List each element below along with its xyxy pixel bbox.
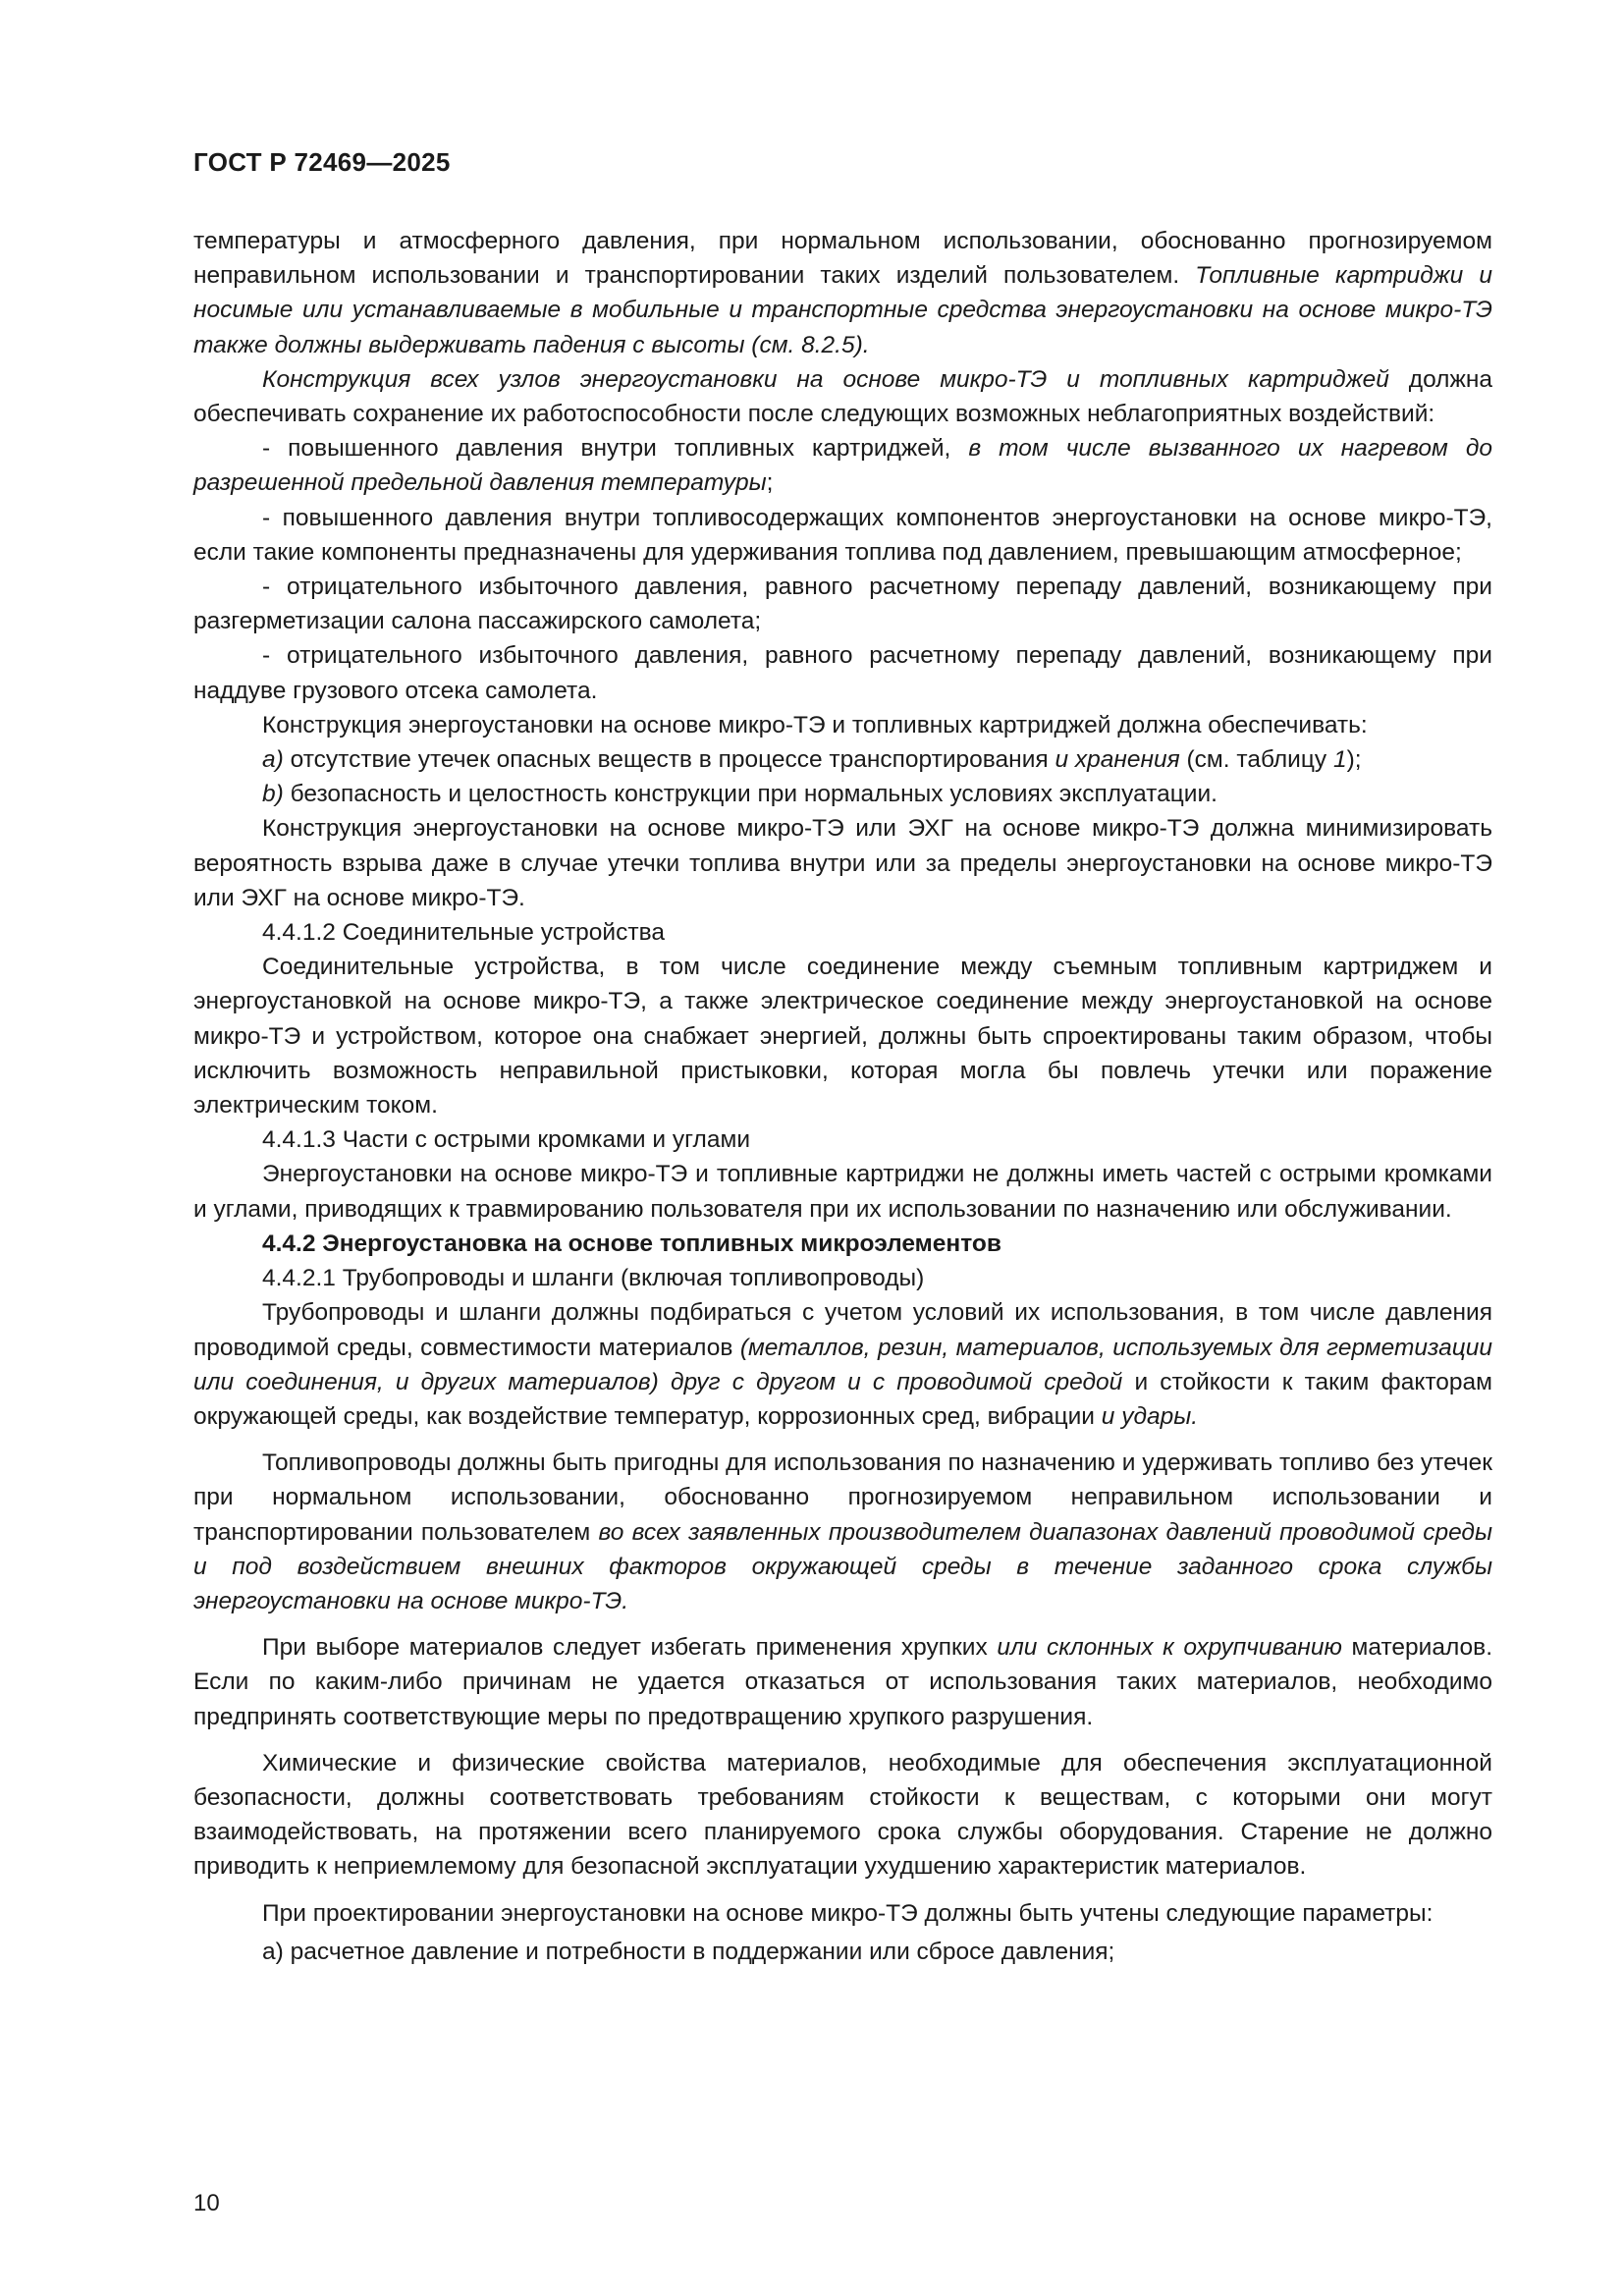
paragraph: [193, 742, 1492, 777]
italic-text-run: или склонных к охрупчиванию: [997, 1634, 1342, 1662]
text-run: и стойкости к таким факторам окружающей среды, как воздействие температур, коррозионных сред, вибрации: [193, 1368, 1492, 1430]
text-run: Химические и физические свойства материалов, необходимые для обеспечения эксплуатационной безопасности, должны соответствовать требованиям стойкости к веществам, с которыми они могут взаимодействовать, на протяжении всего планируемого срока службы оборудования. Старение не должно приводить к неприемлемому для безопасной эксплуатации ухудшению характеристик материалов.: [193, 1749, 1492, 1881]
text-run: 4.4.1.3 Части с острыми кромками и углами: [262, 1126, 750, 1154]
paragraph: [193, 1261, 1492, 1295]
text-run: Конструкция энергоустановки на основе микро-ТЭ и топливных картриджей должна обеспечивать:: [262, 711, 1368, 738]
text-run: При проектировании энергоустановки на основе микро-ТЭ должны быть учтены следующие параметры:: [262, 1899, 1434, 1927]
paragraph: [193, 1122, 1492, 1157]
paragraph: [193, 1746, 1492, 1885]
text-run: Конструкция энергоустановки на основе микро-ТЭ или ЭХГ на основе микро-ТЭ должна минимизировать вероятность взрыва даже в случае утечки топлива внутри или за пределы энергоустановки на основе микро-ТЭ или ЭХГ на основе микро-ТЭ.: [193, 815, 1492, 911]
text-run: Энергоустановки на основе микро-ТЭ и топливные картриджи не должны иметь частей с острыми кромками и углами, приводящих к травмированию пользователя при их использовании по назначению или обслуживании.: [193, 1161, 1492, 1223]
italic-text-run: 1: [1332, 746, 1347, 774]
paragraph: [193, 777, 1492, 811]
paragraph: [193, 362, 1492, 431]
paragraph: [193, 915, 1492, 950]
text-run: - отрицательного избыточного давления, равного расчетному перепаду давлений, возникающему при наддуве грузового отсека самолета.: [193, 642, 1492, 704]
paragraph: [193, 1935, 1492, 1969]
text-run: 4.4.2 Энергоустановка на основе топливных микроэлементов: [262, 1230, 1001, 1257]
paragraph: [193, 1157, 1492, 1226]
text-run: Топливопроводы должны быть пригодны для использования по назначению и удерживать топливо без утечек при нормальном использовании, обоснованно прогнозируемом неправильном использовании и транспортировании пользователем: [193, 1449, 1492, 1546]
text-run: 4.4.2.1 Трубопроводы и шланги (включая топливопроводы): [262, 1265, 925, 1292]
text-run: а) расчетное давление и потребности в поддержании или сбросе давления;: [262, 1938, 1115, 1965]
italic-text-run: (металлов, резин, материалов, используемых для герметизации или соединения, и других материалов) друг с другом и с проводимой средой: [193, 1334, 1492, 1395]
text-run: Трубопроводы и шланги должны подбираться с учетом условий их использования, в том числе давления проводимой среды, совместимости материалов: [193, 1299, 1492, 1361]
italic-text-run: Конструкция всех узлов энергоустановки на основе микро-ТЭ и топливных картриджей: [262, 365, 1389, 393]
italic-text-run: и хранения: [1055, 746, 1180, 774]
document-code: ГОСТ Р 72469—2025: [193, 147, 451, 177]
paragraph: [193, 1630, 1492, 1734]
paragraph: [193, 431, 1492, 500]
text-run: Соединительные устройства, в том числе соединение между съемным топливным картриджем и энергоустановкой на основе микро-ТЭ, а также электрическое соединение между энергоустановкой на основе микро-ТЭ и устройством, которое она снабжает энергией, должны быть спроектированы таким образом, чтобы исключить возможность неправильной пристыковки, которая могла бы повлечь утечки или поражение электрическим током.: [193, 954, 1492, 1120]
section-heading: [193, 1227, 1492, 1261]
paragraph: [193, 811, 1492, 915]
text-run: - повышенного давления внутри топливных картриджей,: [262, 435, 969, 463]
italic-text-run: a): [262, 746, 284, 774]
paragraph: [193, 638, 1492, 707]
paragraph: [193, 1295, 1492, 1434]
paragraph: [193, 570, 1492, 638]
text-run: должна обеспечивать сохранение их работоспособности после следующих возможных неблагоприятных воздействий:: [193, 365, 1493, 428]
text-run: материалов. Если по каким-либо причинам не удается отказаться от использования таких материалов, необходимо предпринять соответствующие меры по предотвращению хрупкого разрушения.: [193, 1634, 1492, 1730]
text-run: 4.4.1.2 Соединительные устройства: [262, 919, 665, 947]
paragraph: [193, 950, 1492, 1122]
paragraph: [193, 1446, 1492, 1618]
italic-text-run: Топливные картриджи и носимые или устанавливаемые в мобильные и транспортные средства энергоустановки на основе микро-ТЭ также должны выдерживать падения с высоты (см. 8.2.5).: [193, 262, 1492, 358]
text-run: );: [1346, 746, 1362, 774]
text-run: - отрицательного избыточного давления, равного расчетному перепаду давлений, возникающему при разгерметизации салона пассажирского самолета;: [193, 574, 1492, 635]
paragraph: [193, 708, 1492, 742]
text-run: ;: [766, 469, 774, 497]
italic-text-run: в том числе вызванного их нагревом до разрешенной предельной давления температуры: [193, 435, 1492, 497]
text-run: безопасность и целостность конструкции при нормальных условиях эксплуатации.: [283, 781, 1217, 808]
document-body: [193, 224, 1492, 1969]
italic-text-run: во всех заявленных производителем диапазонах давлений проводимой среды и под воздействием внешних факторов окружающей среды в течение заданного срока службы энергоустановки на основе микро-ТЭ.: [193, 1518, 1492, 1614]
page-number: 10: [193, 2190, 220, 2216]
text-run: отсутствие утечек опасных веществ в процессе транспортирования: [283, 746, 1055, 774]
text-run: При выборе материалов следует избегать применения хрупких: [262, 1634, 998, 1662]
paragraph: [193, 224, 1492, 362]
italic-text-run: и удары.: [1101, 1402, 1199, 1430]
paragraph: [193, 501, 1492, 570]
text-run: - повышенного давления внутри топливосодержащих компонентов энергоустановки на основе микро-ТЭ, если такие компоненты предназначены для удерживания топлива под давлением, превышающим атмосферное;: [193, 504, 1492, 566]
italic-text-run: b): [262, 781, 284, 808]
text-run: (см. таблицу: [1179, 746, 1333, 774]
text-run: температуры и атмосферного давления, при нормальном использовании, обоснованно прогнозируемом неправильном использовании и транспортировании таких изделий пользователем.: [193, 228, 1492, 290]
paragraph: [193, 1896, 1492, 1931]
